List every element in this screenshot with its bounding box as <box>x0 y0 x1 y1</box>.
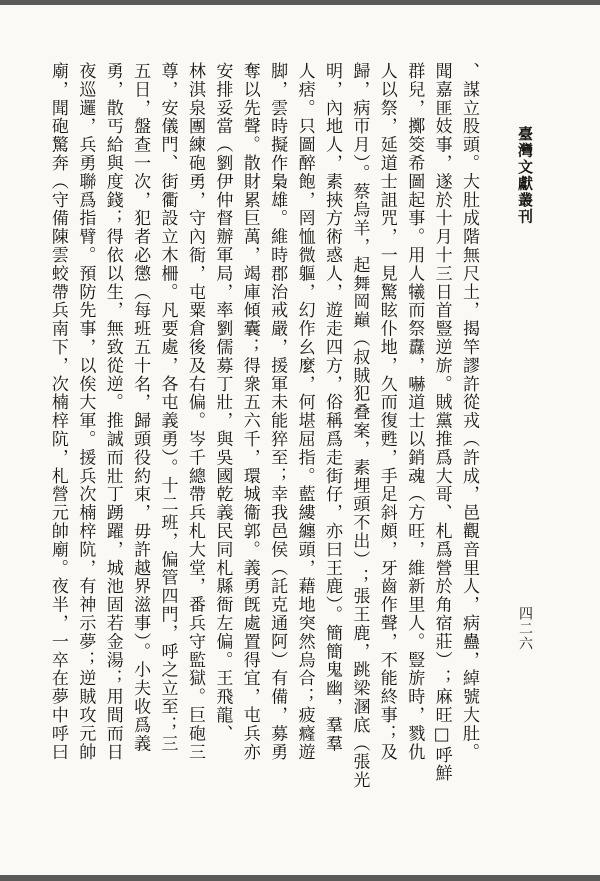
scan-edge-top <box>0 0 600 5</box>
text-column: 廟，聞砲驚奔（守備陳雲蛟帶兵南下，次楠梓阬，札營元帥廟。夜半，一卒在夢中呼曰 <box>47 62 68 762</box>
text-column: 奪以先聲。散財累巨萬，竭庫傾囊；得衆五六千，環城衞郭。義勇旣處置得宜，屯兵亦 <box>239 62 260 762</box>
book-series-title: 臺灣文獻叢刊 <box>516 126 534 225</box>
page-number: 四二六 <box>517 606 533 651</box>
text-column: 尊，安儀門、街衢設立木柵。凡要處，各屯義勇）。十二班，偏管四門，呼之立至；三 <box>157 62 178 753</box>
text-column: 勇，散丐給與度錢；得依以生，無致從逆。推誠而壯丁踴躍，城池固若金湯；用間而日 <box>102 62 123 762</box>
text-column: 人以祭，延道士詛咒，一見驚眩仆地，久而復甦，手足斜頗，牙齒作聲，不能終事；及 <box>376 62 397 762</box>
text-column: 人痞。只圖醉飽，罔恤微軀，幻作幺麼，何堪屈指。藍縷纏頭，藉地突然烏合；疲癃遊 <box>294 62 315 762</box>
text-column: 明，內地人，素挾方術惑人，遊走四方，俗稱爲走街仔，亦曰王鹿）。簡簡鬼幽，羣羣 <box>321 62 342 753</box>
text-column: 、謀立股頭。大肚成階無尺土，揭竿謬許從戎（許成，邑觀音里人，病蠱，綽號大肚。 <box>459 62 479 762</box>
text-column: 安排妥當（劉伊仲督辦軍局，率劉儒募丁壯，與吳國乾義民同札縣衙左偏。王飛龍、 <box>212 62 233 743</box>
text-column: 林淇泉團練砲勇，守內衙，屯粟倉後及右偏。岑千總帶兵札大堂，番兵守監獄。巨砲三 <box>184 62 205 762</box>
text-column: 聞嘉匪妓事，遂於十月十三日首豎逆旂。賊黨推爲大哥、札爲營於角宿莊）；麻旺□呼鮮 <box>431 62 452 783</box>
text-column: 群兒，擲筊希圖起事。用人犧而祭纛，嚇道士以銷魂（方旺，維新里人。豎旂時，戮仇 <box>404 62 425 762</box>
text-column: 脚，雲時擬作梟雄。維時郡治戒嚴，援軍未能猝至；幸我邑侯（託克通阿）有備，募勇 <box>267 62 288 762</box>
scan-edge-bottom <box>0 875 600 881</box>
body-text <box>44 62 483 814</box>
text-column: 夜巡邏，兵勇聯爲指臂。預防先事，以俟大軍。援兵次楠梓阬，有神示夢；逆賊攻元帥 <box>75 62 96 762</box>
text-column: 五日，盤查一次，犯者必懲（每班五十名，歸頭役約束，毋許越界滋事）。小夫收爲義 <box>130 62 151 753</box>
text-column: 歸，病帀月）。蔡烏羊，起舞岡巔（叔賊犯叠案，素埋頭不出）；張王鹿，跳梁溷底（張光 <box>349 62 370 790</box>
